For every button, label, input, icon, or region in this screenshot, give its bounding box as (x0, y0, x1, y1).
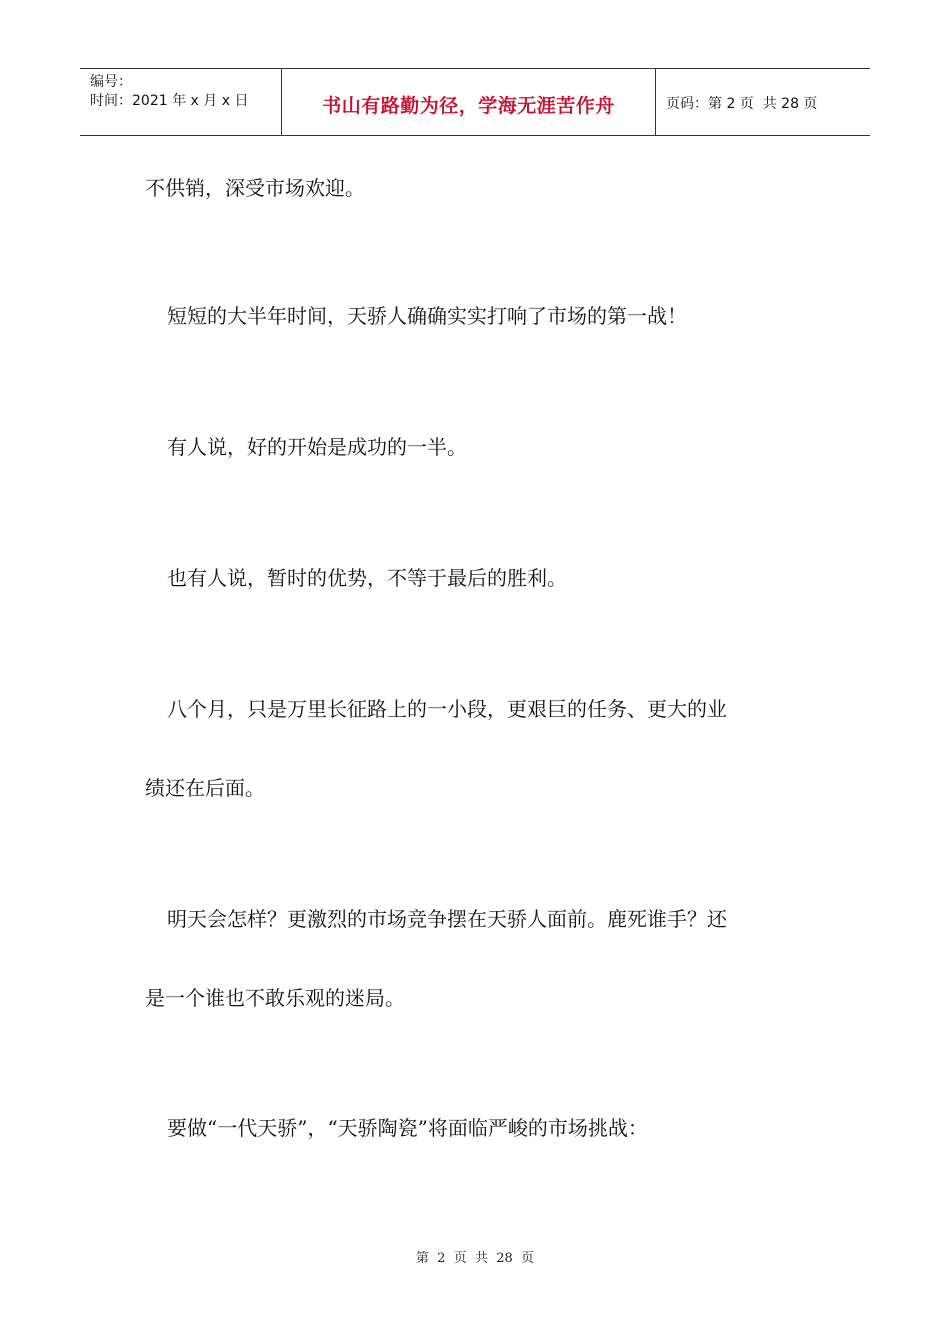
body-line: 也有人说，暂时的优势，不等于最后的胜利。 (167, 566, 567, 590)
body-line: 有人说，好的开始是成功的一半。 (167, 435, 467, 459)
body-line: 是一个谁也不敢乐观的迷局。 (145, 986, 405, 1010)
serial-label: 编号： (90, 74, 132, 90)
header-motto: 书山有路勤为径，学海无涯苦作舟 (322, 95, 615, 117)
document-header (80, 68, 870, 136)
body-line: 八个月，只是万里长征路上的一小段，更艰巨的任务、更大的业 (167, 697, 727, 721)
body-line: 短短的大半年时间，天骄人确确实实打响了市场的第一战！ (167, 304, 687, 328)
body-line: 不供销，深受市场欢迎。 (145, 176, 365, 200)
header-page-info: 页码：第 2 页 共 28 页 (666, 96, 818, 112)
page-footer: 第 2 页 共 28 页 (415, 1251, 535, 1266)
header-meta (90, 73, 248, 111)
body-line: 要做“一代天骄”，“天骄陶瓷”将面临严峻的市场挑战： (167, 1116, 648, 1140)
body-line: 明天会怎样？更激烈的市场竞争摆在天骄人面前。鹿死谁手？还 (167, 907, 727, 931)
body-line: 绩还在后面。 (145, 776, 265, 800)
time-label: 时间：2021 年 x 月 x 日 (90, 93, 249, 109)
header-divider (655, 69, 656, 135)
